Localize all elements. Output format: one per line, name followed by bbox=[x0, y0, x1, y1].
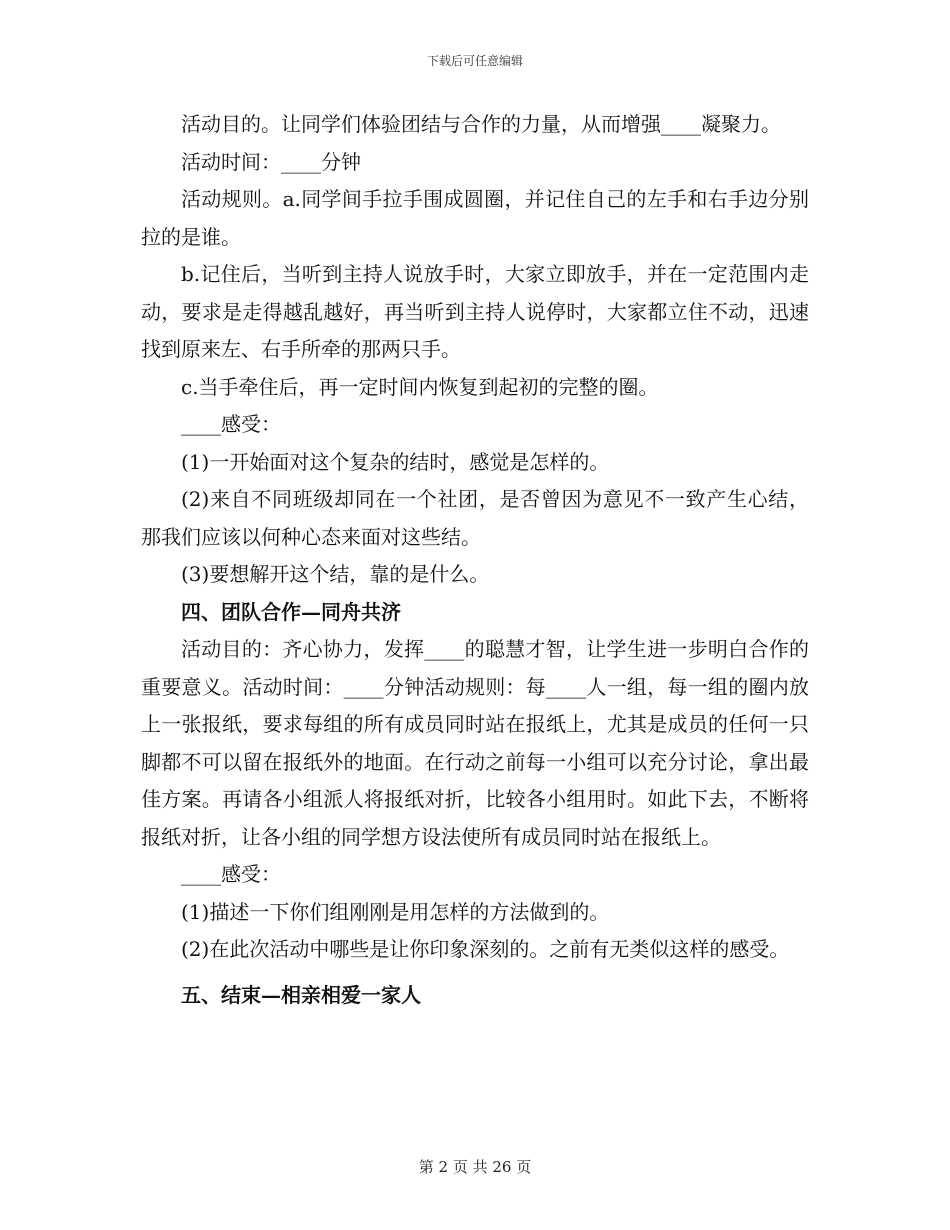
paragraph-activity-rule-b: b.记住后，当听到主持人说放手时，大家立即放手，并在一定范围内走动，要求是走得越乱越好，再当听到主持人说停时，大家都立住不动，迅速找到原来左、右手所牵的那两只手。 bbox=[141, 262, 809, 361]
paragraph-feeling-item-5: (2)在此次活动中哪些是让你印象深刻的。之前有无类似这样的感受。 bbox=[181, 937, 790, 961]
paragraph-feeling-item-4: (1)描述一下你们组刚刚是用怎样的方法做到的。 bbox=[181, 899, 610, 924]
paragraph-activity-rule-c: c.当手牵住后，再一定时间内恢复到起初的完整的圈。 bbox=[181, 374, 659, 399]
document-body bbox=[141, 106, 809, 1014]
paragraph-activity-goal-1: 活动目的。让同学们体验团结与合作的力量，从而增强____凝聚力。 bbox=[181, 112, 781, 136]
paragraph-feeling-item-2: (2)来自不同班级却同在一个社团，是否曾因为意见不一致产生心结，那我们应该以何种心态来面对这些结。 bbox=[141, 487, 809, 549]
paragraph-feeling-item-3: (3)要想解开这个结，靠的是什么。 bbox=[181, 562, 490, 586]
section-heading-ending: 五、结束—相亲相爱一家人 bbox=[181, 982, 421, 1007]
paragraph-feelings-label-1: ____感受： bbox=[181, 412, 281, 436]
page-number-footer: 第 2 页 共 26 页 bbox=[418, 1158, 532, 1176]
page-header: 下载后可任意编辑 bbox=[426, 54, 523, 68]
paragraph-teamwork-description: 活动目的：齐心协力，发挥____的聪慧才智，让学生进一步明白合作的重要意义。活动时间：____分钟活动规则：每____人一组，每一组的圈内放上一张报纸，要求每组的所有成员同时站在报纸上，尤其是成员的任何一只脚都不可以留在报纸外的地面。在行动之前每一小组可以充分讨论，拿出最佳方案。再请各小组派人将报纸对折，比较各小组用时。如此下去，不断将报纸对折，让各小组的同学想方设法使所有成员同时站在报纸上。 bbox=[141, 637, 809, 849]
section-heading-teamwork: 四、团队合作—同舟共济 bbox=[181, 599, 401, 624]
paragraph-activity-time-1: 活动时间：____分钟 bbox=[181, 149, 361, 174]
paragraph-feeling-item-1: (1)一开始面对这个复杂的结时，感觉是怎样的。 bbox=[181, 449, 610, 474]
paragraph-feelings-label-2: ____感受： bbox=[181, 862, 281, 886]
paragraph-activity-rule-a: 活动规则。a.同学间手拉手围成圆圈，并记住自己的左手和右手边分别拉的是谁。 bbox=[141, 187, 809, 249]
